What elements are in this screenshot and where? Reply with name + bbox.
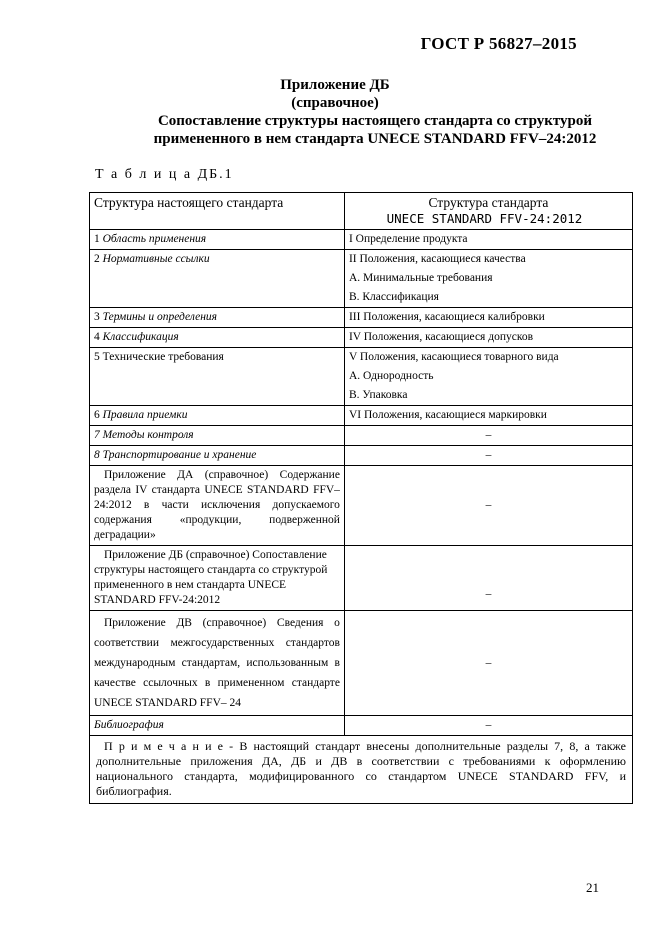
row-right-line: В. Классификация bbox=[348, 291, 439, 303]
row-right: – bbox=[344, 716, 632, 736]
row-right bbox=[344, 348, 632, 406]
table-row bbox=[90, 716, 633, 736]
col2-header-line2: UNECE STANDARD FFV-24:2012 bbox=[386, 211, 583, 226]
row-right-line: А. Минимальные требования bbox=[348, 272, 493, 284]
row-right: – bbox=[344, 546, 632, 611]
row-left bbox=[90, 328, 345, 348]
row-right: VI Положения, касающиеся маркировки bbox=[344, 406, 632, 426]
row-left: Библиография bbox=[90, 716, 345, 736]
col2-header-line1: Структура стандарта bbox=[428, 195, 549, 210]
table-row bbox=[90, 348, 633, 406]
appendix-type: (справочное) bbox=[291, 95, 379, 111]
row-right-line: В. Упаковка bbox=[348, 389, 408, 401]
row-right: I Определение продукта bbox=[344, 230, 632, 250]
page-number: 21 bbox=[586, 880, 599, 895]
row-right-line: V Положения, касающиеся товарного вида bbox=[348, 351, 559, 363]
col2-header bbox=[344, 193, 632, 230]
row-left bbox=[90, 230, 345, 250]
appendix-subtitle-line2: примененного в нем стандарта UNECE STANDARD FFV–24:2012 bbox=[153, 131, 597, 147]
row-right bbox=[344, 250, 632, 308]
row-right: III Положения, касающиеся калибровки bbox=[344, 308, 632, 328]
row-left: Приложение ДА (справочное) Содержание раздела IV стандарта UNECE STANDARD FFV–24:2012 в части исключения допускаемого содержания «продукции, подверженной деградации» bbox=[90, 466, 345, 546]
row-right: – bbox=[344, 611, 632, 716]
row-right-line: II Положения, касающиеся качества bbox=[348, 253, 526, 265]
appendix-subtitle-line1: Сопоставление структуры настоящего стандарта со структурой bbox=[157, 113, 593, 129]
table-row bbox=[90, 230, 633, 250]
row-left: 5 Технические требования bbox=[90, 348, 345, 406]
row-right: – bbox=[344, 426, 632, 446]
comparison-table bbox=[89, 192, 633, 804]
table-header-row bbox=[90, 193, 633, 230]
row-left: Приложение ДБ (справочное) Сопоставление структуры настоящего стандарта со структурой примененного в нем стандарта UNECE STANDARD FFV-24:2012 bbox=[90, 546, 345, 611]
table-row bbox=[90, 406, 633, 426]
table-row bbox=[90, 611, 633, 716]
note-text: В настоящий стандарт внесены дополнительные разделы 7, 8, а также дополнительные приложения ДА, ДБ и ДВ в соответствии с требованиями к оформлению национального стандарта, модифицированного со стандартом UNECE STANDARD FFV, и библиография. bbox=[96, 739, 627, 798]
row-left-text: 6 Правила приемки bbox=[94, 409, 188, 421]
table-row bbox=[90, 466, 633, 546]
row-right: IV Положения, касающиеся допусков bbox=[344, 328, 632, 348]
table-note bbox=[90, 736, 633, 804]
row-left bbox=[90, 308, 345, 328]
row-left-text: 3 Термины и определения bbox=[94, 311, 218, 323]
table-row bbox=[90, 250, 633, 308]
appendix-subtitle bbox=[140, 112, 610, 148]
table-caption: Т а б л и ц а ДБ.1 bbox=[95, 167, 234, 182]
row-right: – bbox=[344, 446, 632, 466]
row-left-text: 1 Область применения bbox=[94, 233, 207, 245]
table-row bbox=[90, 426, 633, 446]
row-left bbox=[90, 406, 345, 426]
table-row bbox=[90, 328, 633, 348]
row-left bbox=[90, 250, 345, 308]
table-note-row bbox=[90, 736, 633, 804]
table-row bbox=[90, 446, 633, 466]
row-left: Приложение ДВ (справочное) Сведения о соответствии межгосударственных стандартов международным стандартам, использованным в качестве ссылочных в примененном стандарте UNECE STANDARD FFV– 24 bbox=[90, 611, 345, 716]
row-left: 7 Методы контроля bbox=[90, 426, 345, 446]
appendix-title: Приложение ДБ bbox=[280, 77, 390, 93]
row-left-text: 4 Классификация bbox=[94, 331, 179, 343]
document-code: ГОСТ Р 56827–2015 bbox=[420, 34, 577, 53]
note-label: П р и м е ч а н и е - bbox=[104, 739, 234, 753]
row-left: 8 Транспортирование и хранение bbox=[90, 446, 345, 466]
table-row bbox=[90, 546, 633, 611]
row-left-text: 2 Нормативные ссылки bbox=[94, 253, 210, 265]
col1-header: Структура настоящего стандарта bbox=[90, 193, 345, 230]
table-row bbox=[90, 308, 633, 328]
row-right-line: А. Однородность bbox=[348, 370, 434, 382]
row-right: – bbox=[344, 466, 632, 546]
